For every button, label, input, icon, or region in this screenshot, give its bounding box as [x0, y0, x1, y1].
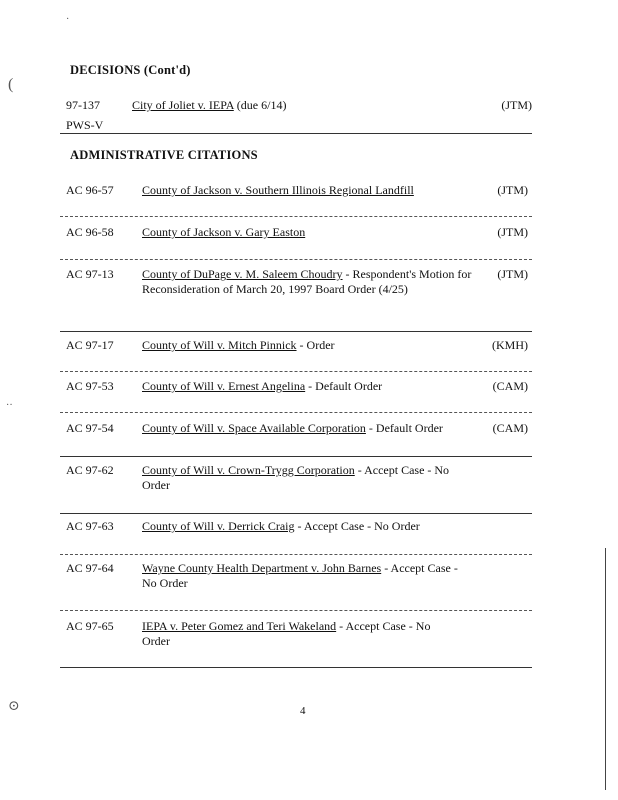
case-title: County of Will v. Mitch Pinnick — [142, 338, 297, 352]
docket-type: PWS-V — [66, 118, 104, 132]
case-title: County of Jackson v. Southern Illinois Regional Landfill — [142, 183, 414, 197]
docket-number: AC 97-17 — [66, 338, 114, 352]
judge-initials: (JTM) — [497, 267, 528, 281]
case-title: County of Will v. Ernest Angelina — [142, 379, 306, 393]
case-note: - Default Order — [365, 421, 443, 435]
docket-number: AC 97-64 — [66, 561, 114, 575]
case-caption — [132, 98, 462, 113]
divider — [60, 216, 532, 217]
case-caption — [142, 225, 472, 240]
scan-edge-line — [605, 548, 606, 790]
case-caption — [142, 519, 472, 534]
case-title: City of Joliet v. IEPA — [132, 98, 234, 112]
docket-number: AC 97-53 — [66, 379, 114, 393]
divider — [60, 610, 532, 611]
divider — [60, 456, 532, 457]
judge-initials: (CAM) — [492, 379, 528, 393]
case-note: - Accept Case - No Order — [142, 463, 450, 492]
judge-initials: (JTM) — [501, 98, 532, 112]
docket-number: AC 97-62 — [66, 463, 114, 477]
judge-initials: (JTM) — [497, 225, 528, 239]
docket-number: AC 96-58 — [66, 225, 114, 239]
scan-speck: ·· — [6, 400, 13, 411]
decisions-heading: DECISIONS (Cont'd) — [70, 63, 191, 77]
divider — [60, 331, 532, 332]
case-note: - Respondent's Motion for Reconsideration of March 20, 1997 Board Order (4/25) — [142, 267, 472, 296]
hole-punch-mark: ⊙ — [8, 699, 20, 714]
case-caption — [142, 421, 482, 436]
divider — [60, 554, 532, 555]
judge-initials: (KMH) — [492, 338, 528, 352]
case-title: County of Will v. Space Available Corporation — [142, 421, 366, 435]
case-note: - Default Order — [305, 379, 383, 393]
docket-number: 97-137 — [66, 98, 100, 112]
case-note: - Accept Case - No Order — [142, 561, 458, 590]
case-caption — [142, 379, 472, 394]
page-number: 4 — [300, 705, 306, 717]
scan-speck: · — [66, 14, 70, 25]
case-title: County of Will v. Crown-Trygg Corporation — [142, 463, 355, 477]
case-caption — [142, 463, 460, 493]
case-title: County of Will v. Derrick Craig — [142, 519, 295, 533]
divider — [60, 259, 532, 260]
case-title: County of DuPage v. M. Saleem Choudry — [142, 267, 343, 281]
case-title: County of Jackson v. Gary Easton — [142, 225, 306, 239]
divider — [60, 412, 532, 413]
case-title: IEPA v. Peter Gomez and Teri Wakeland — [142, 619, 337, 633]
case-title: Wayne County Health Department v. John Barnes — [142, 561, 382, 575]
divider — [60, 513, 532, 514]
divider — [60, 371, 532, 372]
case-note: - Accept Case - No Order — [142, 619, 431, 648]
docket-number: AC 96-57 — [66, 183, 114, 197]
admin-citations-heading: ADMINISTRATIVE CITATIONS — [70, 148, 258, 162]
judge-initials: (CAM) — [492, 421, 528, 435]
case-caption — [142, 183, 472, 198]
case-caption — [142, 619, 454, 649]
judge-initials: (JTM) — [497, 183, 528, 197]
divider — [60, 133, 532, 134]
case-caption — [142, 267, 472, 297]
divider — [60, 667, 532, 668]
case-caption — [142, 338, 472, 353]
scan-mark: ( — [8, 76, 14, 93]
docket-number: AC 97-54 — [66, 421, 114, 435]
case-note: (due 6/14) — [233, 98, 287, 112]
docket-number: AC 97-13 — [66, 267, 114, 281]
case-note: - Order — [296, 338, 335, 352]
docket-number: AC 97-65 — [66, 619, 114, 633]
docket-number: AC 97-63 — [66, 519, 114, 533]
case-note: - Accept Case - No Order — [294, 519, 420, 533]
case-caption — [142, 561, 464, 591]
